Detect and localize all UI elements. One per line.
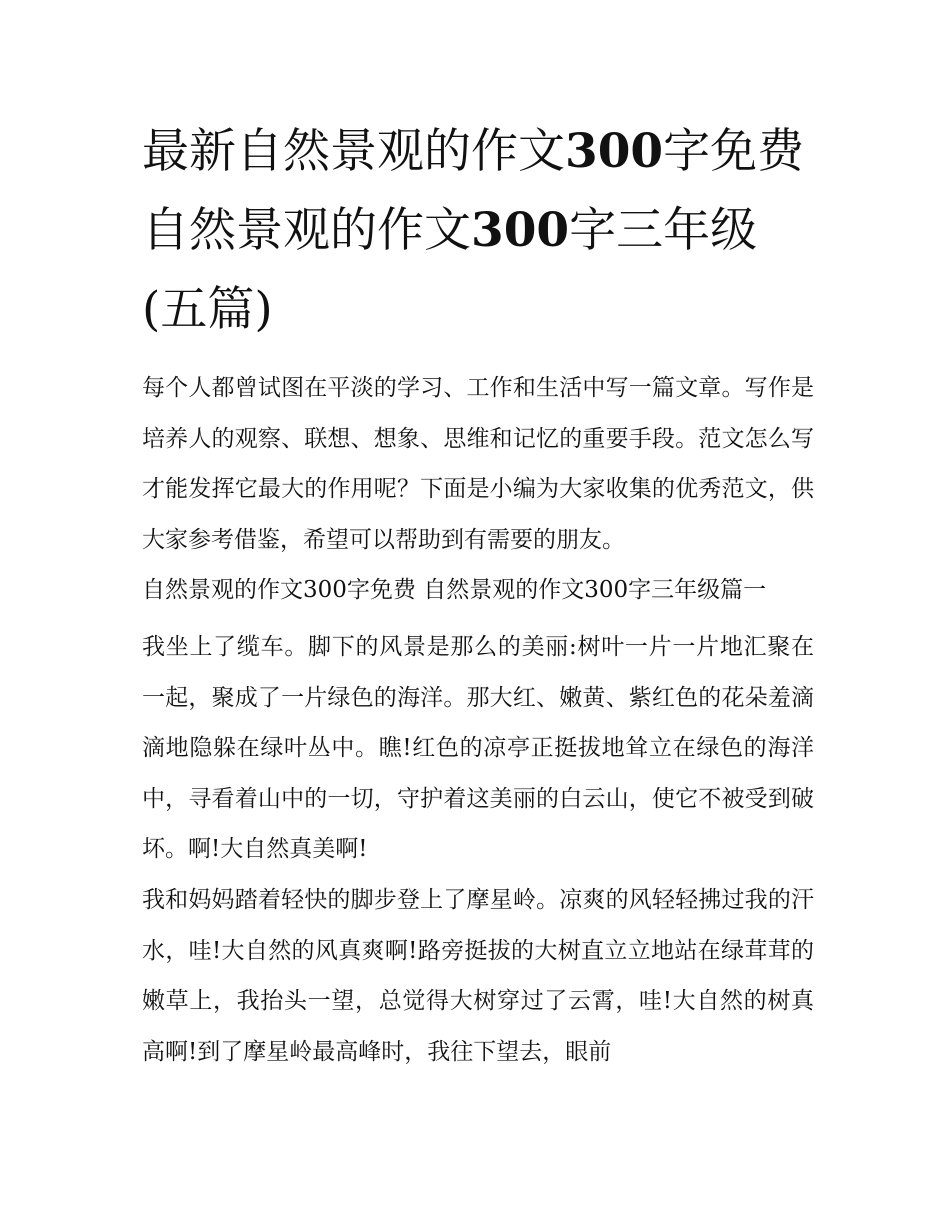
essay-heading: 自然景观的作文300字免费 自然景观的作文300字三年级篇一 [142, 577, 767, 604]
document-body [142, 363, 814, 1077]
document-title: 最新自然景观的作文300字免费 自然景观的作文300字三年级(五篇) [142, 124, 805, 337]
essay-paragraph-2: 我和妈妈踏着轻快的脚步登上了摩星岭。凉爽的风轻轻拂过我的汗水，哇!大自然的风真爽啊!路旁挺拔的大树直立立地站在绿茸茸的嫩草上，我抬头一望，总觉得大树穿过了云霄，哇!大自然的树真高啊!到了摩星岭最高峰时，我往下望去，眼前 [142, 886, 814, 1065]
intro-paragraph: 每个人都曾试图在平淡的学习、工作和生活中写一篇文章。写作是培养人的观察、联想、想象、思维和记忆的重要手段。范文怎么写才能发挥它最大的作用呢？下面是小编为大家收集的优秀范文，供大家参考借鉴，希望可以帮助到有需要的朋友。 [142, 375, 814, 553]
document-page [142, 112, 814, 1077]
essay-paragraph-1: 我坐上了缆车。脚下的风景是那么的美丽:树叶一片一片地汇聚在一起，聚成了一片绿色的海洋。那大红、嫩黄、紫红色的花朵羞滴滴地隐躲在绿叶丛中。瞧!红色的凉亭正挺拔地耸立在绿色的海洋中，寻看着山中的一切，守护着这美丽的白云山，使它不被受到破坏。啊!大自然真美啊! [142, 633, 814, 863]
